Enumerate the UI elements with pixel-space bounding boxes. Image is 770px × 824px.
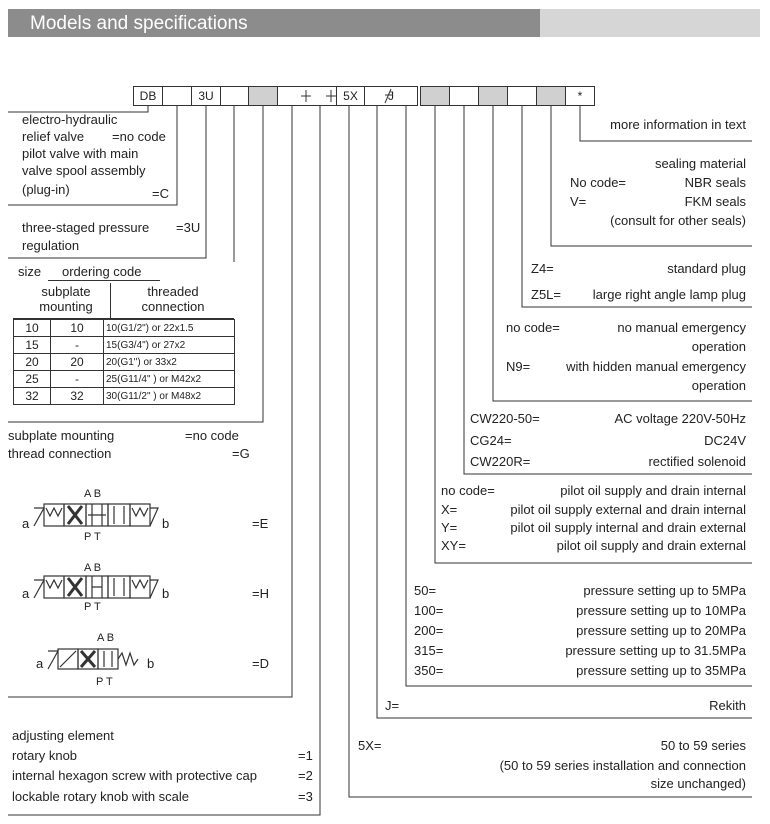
pressure-code: 100= <box>414 603 444 618</box>
symbol-ports: P T <box>96 676 113 688</box>
table-cell: 30(G11/2" ) or M48x2 <box>104 388 235 405</box>
brand-code: J= <box>385 698 400 713</box>
table-cell: - <box>51 337 104 354</box>
symbol-ports: A B <box>84 488 102 500</box>
voltage-value: AC voltage 220V-50Hz <box>614 411 746 426</box>
head-subplate: mounting <box>39 299 93 314</box>
pressure-code: 50= <box>414 583 437 598</box>
symbol-a: a <box>22 516 30 531</box>
size-table <box>13 319 235 405</box>
symbol-b: b <box>162 516 170 531</box>
valve-type-line: electro-hydraulic <box>22 112 118 127</box>
adjusting-code: =2 <box>298 768 313 783</box>
more-info-text: more information in text <box>610 117 746 132</box>
symbol-code: =H <box>252 586 269 601</box>
subplate-label: subplate mounting <box>8 428 115 443</box>
pressure-value: pressure setting up to 20MPa <box>576 623 746 638</box>
adjusting-code: =3 <box>298 789 313 804</box>
table-cell: 25 <box>14 371 51 388</box>
pilot-code: no code= <box>441 483 495 498</box>
valve-type-code: =no code <box>112 129 166 144</box>
ordering-code-title: ordering code <box>62 264 142 279</box>
symbol-code: =E <box>252 516 269 531</box>
symbol-a: a <box>36 656 44 671</box>
code-box-j: J <box>364 86 418 106</box>
table-cell: 10 <box>51 320 104 337</box>
pressure-value: pressure setting up to 10MPa <box>576 603 746 618</box>
table-row <box>14 388 235 405</box>
table-row <box>14 371 235 388</box>
pilot-code: X= <box>441 502 458 517</box>
plug-value: standard plug <box>667 261 746 276</box>
adjusting-item: rotary knob <box>12 748 78 763</box>
thread-code: =G <box>232 446 250 461</box>
head-divider <box>110 283 111 319</box>
voltage-value: rectified solenoid <box>648 454 746 469</box>
symbol-code: =D <box>252 656 269 671</box>
manual-value: no manual emergency <box>617 320 746 335</box>
valve-type-line: relief valve <box>22 129 85 144</box>
symbol-ports: P T <box>84 531 101 543</box>
adjusting-title: adjusting element <box>12 728 114 743</box>
pilot-value: pilot oil supply and drain external <box>556 538 746 553</box>
table-cell: 25(G11/4" ) or M42x2 <box>104 371 235 388</box>
table-cell: 20 <box>51 354 104 371</box>
sealing-value: NBR seals <box>684 175 746 190</box>
pressure-stage-label: three-staged pressure <box>22 220 150 235</box>
valve-symbol-h <box>32 572 160 602</box>
pressure-code: 315= <box>414 643 444 658</box>
sealing-title: sealing material <box>654 156 746 171</box>
pressure-stage-label: regulation <box>22 238 80 253</box>
code-box-3u: 3U <box>191 86 221 106</box>
table-cell: 32 <box>14 388 51 405</box>
pressure-stage-code: =3U <box>176 220 201 235</box>
symbol-ports: A B <box>84 562 102 574</box>
symbol-a: a <box>22 586 30 601</box>
adjusting-code: =1 <box>298 748 313 763</box>
plug-code: Z5L= <box>531 287 561 302</box>
pressure-code: 200= <box>414 623 444 638</box>
size-underline <box>48 280 160 281</box>
valve-type-line: pilot valve with main <box>22 146 139 161</box>
code-box-star: * <box>565 86 595 106</box>
head-threaded: connection <box>141 299 205 314</box>
pilot-value: pilot oil supply external and drain internal <box>510 502 746 517</box>
plug-code: Z4= <box>531 261 554 276</box>
table-cell: 20(G1") or 33x2 <box>104 354 235 371</box>
series-name: 50 to 59 series <box>660 738 746 753</box>
symbol-ports: A B <box>97 632 115 644</box>
symbol-b: b <box>162 586 170 601</box>
pressure-value: pressure setting up to 35MPa <box>576 663 746 678</box>
series-note: (50 to 59 series installation and connection <box>499 758 746 773</box>
valve-type-code: =C <box>152 186 169 201</box>
pilot-code: XY= <box>441 538 466 553</box>
series-note: size unchanged) <box>650 776 746 791</box>
table-cell: 10 <box>14 320 51 337</box>
head-subplate: subplate <box>41 284 91 299</box>
thread-label: thread connection <box>8 446 112 461</box>
sealing-note: (consult for other seals) <box>610 213 746 228</box>
table-row <box>14 337 235 354</box>
code-box-db: DB <box>133 86 163 106</box>
pressure-value: pressure setting up to 31.5MPa <box>565 643 746 658</box>
sealing-value: FKM seals <box>684 194 746 209</box>
valve-symbol-d <box>46 643 146 673</box>
subplate-code: =no code <box>185 428 239 443</box>
manual-value-cont: operation <box>691 378 746 393</box>
plug-value: large right angle lamp plug <box>592 287 746 302</box>
code-box-5x: 5X <box>336 86 365 106</box>
table-cell: 32 <box>51 388 104 405</box>
pilot-value: pilot oil supply internal and drain external <box>510 520 746 535</box>
adjusting-item: lockable rotary knob with scale <box>12 789 190 804</box>
manual-value-cont: operation <box>691 339 746 354</box>
pressure-code: 350= <box>414 663 444 678</box>
valve-type-line: valve spool assembly <box>22 163 146 178</box>
table-cell: 15(G3/4") or 27x2 <box>104 337 235 354</box>
pilot-code: Y= <box>441 520 458 535</box>
brand-name: Rekith <box>709 698 746 713</box>
valve-type-line: (plug-in) <box>22 182 70 197</box>
manual-value: with hidden manual emergency <box>566 359 746 374</box>
series-code: 5X= <box>358 738 382 753</box>
symbol-b: b <box>147 656 155 671</box>
sealing-code: No code= <box>570 175 627 190</box>
valve-symbol-e <box>32 500 160 530</box>
pressure-value: pressure setting up to 5MPa <box>583 583 746 598</box>
table-cell: 10(G1/2") or 22x1.5 <box>104 320 235 337</box>
table-row <box>14 320 235 337</box>
pilot-value: pilot oil supply and drain internal <box>560 483 746 498</box>
size-title: size <box>18 264 42 279</box>
voltage-code: CW220-50= <box>470 411 540 426</box>
voltage-value: DC24V <box>704 433 746 448</box>
voltage-code: CW220R= <box>470 454 531 469</box>
manual-code: N9= <box>506 359 531 374</box>
adjusting-item: internal hexagon screw with protective cap <box>12 768 257 783</box>
table-cell: - <box>51 371 104 388</box>
table-cell: 15 <box>14 337 51 354</box>
sealing-code: V= <box>570 194 587 209</box>
manual-code: no code= <box>506 320 560 335</box>
voltage-code: CG24= <box>470 433 512 448</box>
table-row <box>14 354 235 371</box>
symbol-ports: P T <box>84 601 101 613</box>
table-cell: 20 <box>14 354 51 371</box>
page-title: Models and specifications <box>30 13 248 34</box>
head-threaded: threaded <box>147 284 199 299</box>
